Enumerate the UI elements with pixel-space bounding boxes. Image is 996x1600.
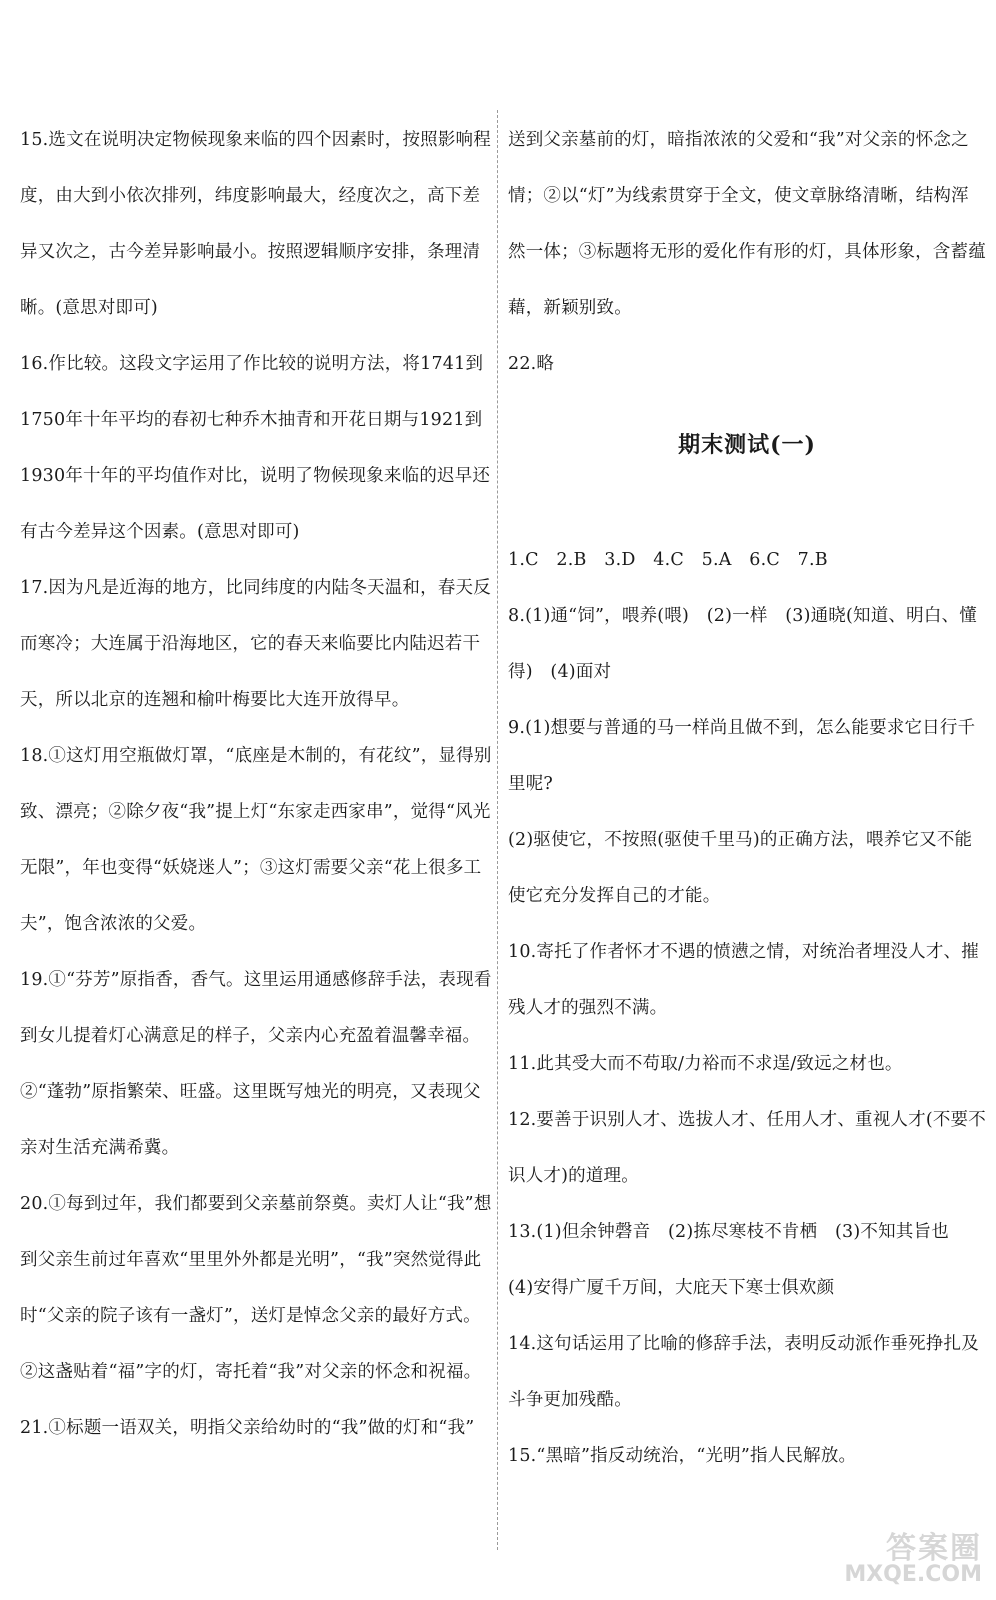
answer-paragraph: 8.(1)通“饲”，喂养(喂) (2)一样 (3)通晓(知道、明白、懂得) (4)面对 <box>508 606 977 682</box>
column-divider <box>497 110 498 1550</box>
answer-paragraph: 19.①“芬芳”原指香，香气。这里运用通感修辞手法，表现看到女儿提着灯心满意足的样子，父亲内心充盈着温馨幸福。②“蓬勃”原指繁荣、旺盛。这里既写烛光的明亮，又表现父亲对生活充满希冀。 <box>20 970 492 1158</box>
answer-paragraph: (2)驱使它，不按照(驱使千里马)的正确方法，喂养它又不能使它充分发挥自己的才能。 <box>508 830 973 906</box>
right-column <box>508 112 986 1484</box>
answer-paragraph: 11.此其受大而不苟取/力裕而不求逞/致远之材也。 <box>508 1054 903 1074</box>
answer-paragraph: 13.(1)但余钟磬音 (2)拣尽寒枝不肯栖 (3)不知其旨也 (4)安得广厦千万间，大庇天下寒士俱欢颜 <box>508 1222 967 1298</box>
answer-paragraph: 17.因为凡是近海的地方，比同纬度的内陆冬天温和，春天反而寒冷；大连属于沿海地区，它的春天来临要比内陆迟若干天，所以北京的连翘和榆叶梅要比大连开放得早。 <box>20 578 491 710</box>
answer-paragraph: 14.这句话运用了比喻的修辞手法，表明反动派作垂死挣扎及斗争更加残酷。 <box>508 1334 979 1410</box>
answer-paragraph: 16.作比较。这段文字运用了作比较的说明方法，将1741到1750年十年平均的春初七种乔木抽青和开花日期与1921到1930年十年的平均值作对比，说明了物候现象来临的迟早还有古今差异这个因素。(意思对即可) <box>20 354 491 542</box>
answer-paragraph: 15.“黑暗”指反动统治，“光明”指人民解放。 <box>508 1446 857 1466</box>
watermark-main-text: 答案圈 <box>886 1531 982 1566</box>
answer-paragraph: 21.①标题一语双关，明指父亲给幼时的“我”做的灯和“我” <box>20 1418 475 1438</box>
watermark-url-text: MXQE.COM <box>844 1562 982 1587</box>
answer-paragraph: 18.①这灯用空瓶做灯罩，“底座是木制的，有花纹”，显得别致、漂亮；②除夕夜“我”提上灯“东家走西家串”，觉得“风光无限”，年也变得“妖娆迷人”；③这灯需要父亲“花上很多工夫”，饱含浓浓的父爱。 <box>20 746 492 934</box>
answer-paragraph: 送到父亲墓前的灯，暗指浓浓的父爱和“我”对父亲的怀念之情；②以“灯”为线索贯穿于全文，使文章脉络清晰，结构浑然一体；③标题将无形的爱化作有形的灯，具体形象，含蓄蕴藉，新颖别致。 <box>508 130 986 318</box>
answer-paragraph: 20.①每到过年，我们都要到父亲墓前祭奠。卖灯人让“我”想到父亲生前过年喜欢“里里外外都是光明”，“我”突然觉得此时“父亲的院子该有一盏灯”，送灯是悼念父亲的最好方式。②这盏贴着“福”字的灯，寄托着“我”对父亲的怀念和祝福。 <box>20 1194 492 1382</box>
watermark-logo <box>844 1531 982 1588</box>
answer-paragraph: 15.选文在说明决定物候现象来临的四个因素时，按照影响程度，由大到小依次排列，纬度影响最大，经度次之，高下差异又次之，古今差异影响最小。按照逻辑顺序安排，条理清晰。(意思对即可) <box>20 130 491 318</box>
answer-paragraph: 12.要善于识别人才、选拔人才、任用人才、重视人才(不要不识人才)的道理。 <box>508 1110 986 1186</box>
answer-paragraph: 1.C 2.B 3.D 4.C 5.A 6.C 7.B <box>508 550 828 570</box>
answer-paragraph: 10.寄托了作者怀才不遇的愤懑之情，对统治者埋没人才、摧残人才的强烈不满。 <box>508 942 979 1018</box>
section-title: 期末测试(一) <box>678 432 816 458</box>
answer-paragraph: 9.(1)想要与普通的马一样尚且做不到，怎么能要求它日行千里呢? <box>508 718 976 794</box>
left-column <box>20 112 496 1456</box>
answer-paragraph: 22.略 <box>508 354 555 374</box>
